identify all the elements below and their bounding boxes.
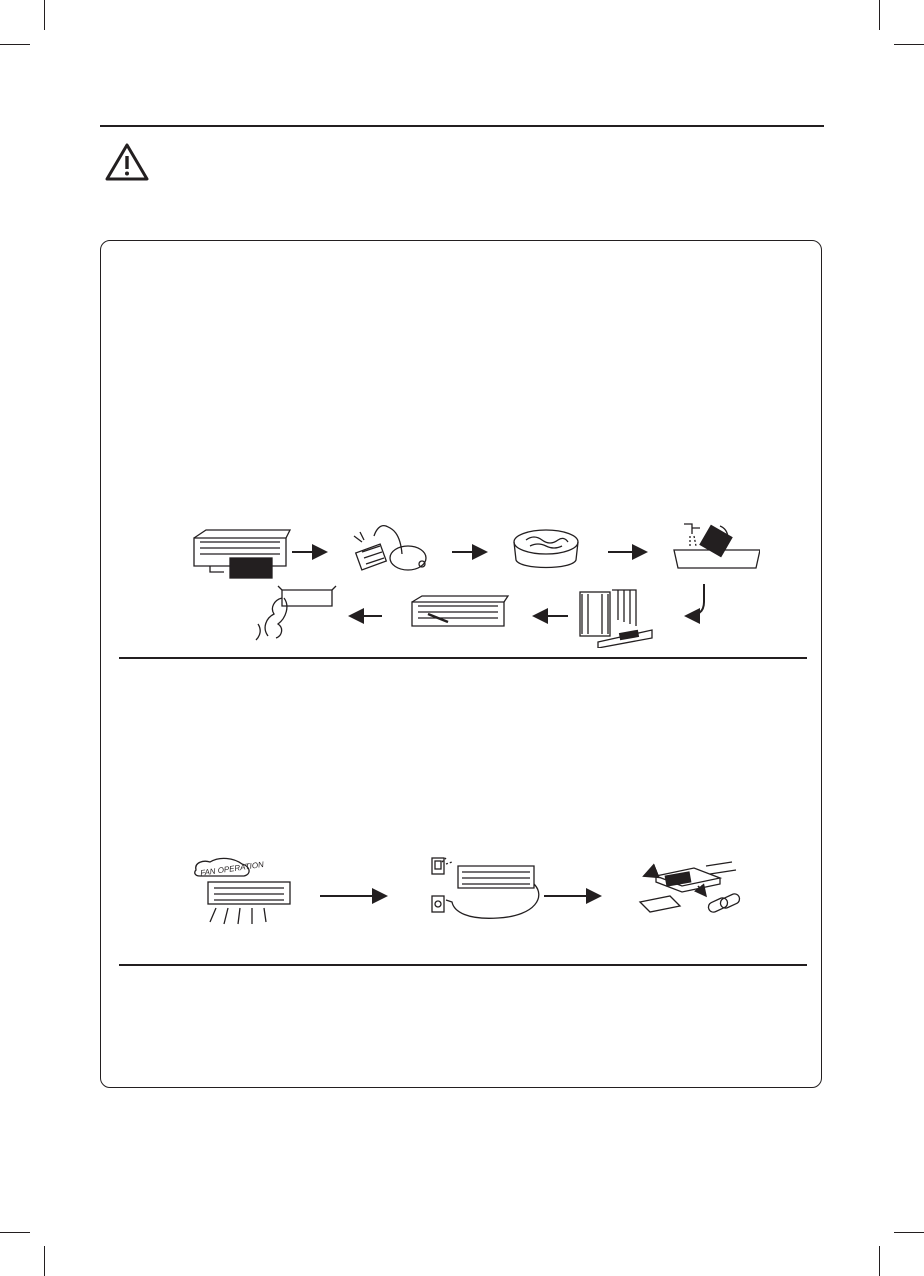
crop-mark (894, 1232, 924, 1233)
basin-icon (514, 530, 578, 568)
tap-icon (674, 524, 760, 568)
open-panel-icon (194, 530, 290, 578)
fan-operation-label: FAN OPERATION (199, 859, 265, 878)
unplug-icon (432, 858, 539, 918)
window-shade-icon (580, 590, 652, 648)
crop-mark (894, 44, 924, 45)
crop-mark (879, 0, 880, 30)
filter-cleaning-illustrations (180, 520, 760, 648)
wipe-unit-icon (256, 586, 336, 640)
reinstall-filter-icon (412, 596, 508, 626)
remote-battery-icon (640, 862, 741, 914)
warning-triangle-icon (104, 142, 150, 182)
vacuum-icon (354, 526, 426, 570)
crop-mark (0, 1232, 30, 1233)
maintenance-panel (100, 240, 822, 1088)
crop-mark (879, 1246, 880, 1276)
crop-mark (44, 0, 45, 30)
section-divider (119, 964, 807, 966)
crop-mark (0, 44, 30, 45)
section-divider (119, 657, 807, 659)
fan-operation-icon (195, 858, 290, 924)
crop-mark (44, 1246, 45, 1276)
header-rule (100, 125, 824, 127)
storage-illustrations (190, 856, 750, 928)
